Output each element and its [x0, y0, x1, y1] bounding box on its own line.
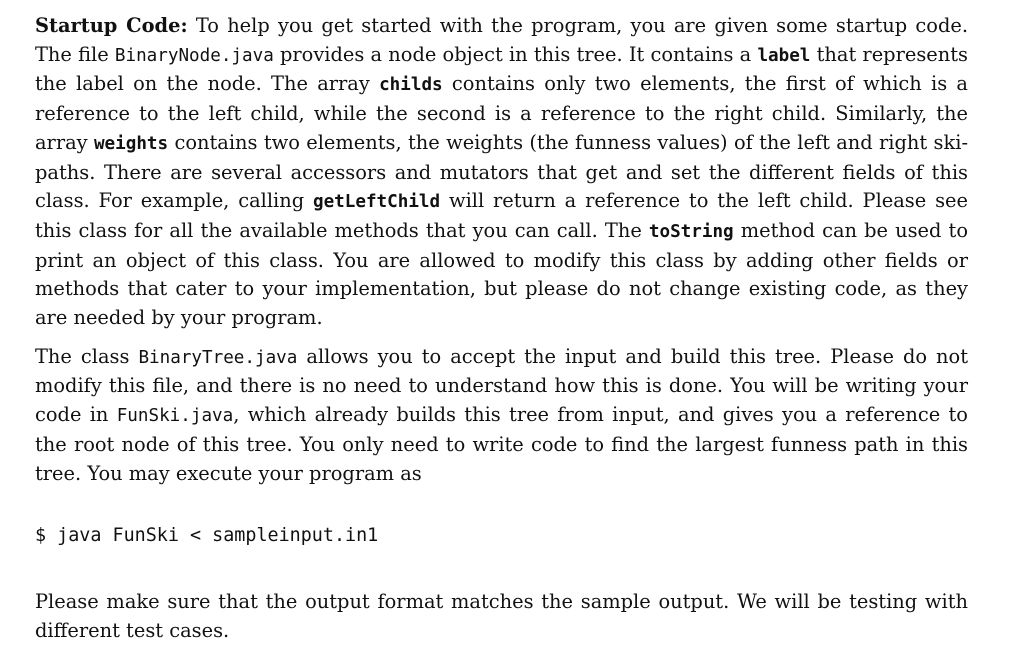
code-weights: weights — [93, 133, 169, 154]
code-tostring: toString — [648, 221, 734, 242]
code-getleftchild: getLeftChild — [313, 192, 441, 213]
startup-code-heading: Startup Code: — [35, 14, 188, 37]
text-run: contains two elements, the weights (the funness values) of the left and right ski-paths. There are several accessors and mutators that get and set the different fields of this class. For example, calling — [35, 130, 969, 213]
code-binarytree-java: BinaryTree.java — [138, 347, 298, 368]
text-run: allows you to accept the input and build this tree. Please do not modify this file, and there is no need to understand how this is done. You will be writing your code in — [35, 344, 969, 427]
code-binarynode-java: BinaryNode.java — [114, 45, 274, 66]
code-label: label — [757, 45, 811, 66]
code-childs: childs — [379, 75, 443, 96]
output-format-paragraph: Please make sure that the output format matches the sample output. We will be testing with different test cases. — [35, 590, 968, 642]
command-line: $ java FunSki < sampleinput.in1 — [35, 525, 379, 547]
text-run: provides a node object in this tree. It contains a — [273, 42, 758, 66]
code-funski-java: FunSki.java — [116, 406, 234, 427]
binary-tree-paragraph — [35, 343, 968, 489]
text-run: will return a reference to the left child. Please see this class for all the available methods that you can call. The — [35, 189, 968, 242]
text-run: The class — [35, 344, 139, 368]
startup-code-paragraph — [35, 12, 968, 333]
text-run: contains only two elements, the first of which is a reference to the left child, while the second is a reference to the right child. Similarly, the array — [35, 72, 968, 154]
text-run: To help you get started with the program, you are given some startup code. The file — [35, 14, 968, 66]
document-page — [35, 12, 968, 646]
text-run: method can be used to print an object of this class. You are allowed to modify this class by adding other fields or methods that cater to your implementation, but please do not change existing code, as they are needed by your program. — [35, 218, 968, 330]
text-run: that represents the label on the node. The array — [35, 42, 968, 96]
text-run: , which already builds this tree from input, and gives you a reference to the root node of this tree. You only need to write code to find the largest funness path in this tree. You may execute your program as — [35, 403, 968, 485]
